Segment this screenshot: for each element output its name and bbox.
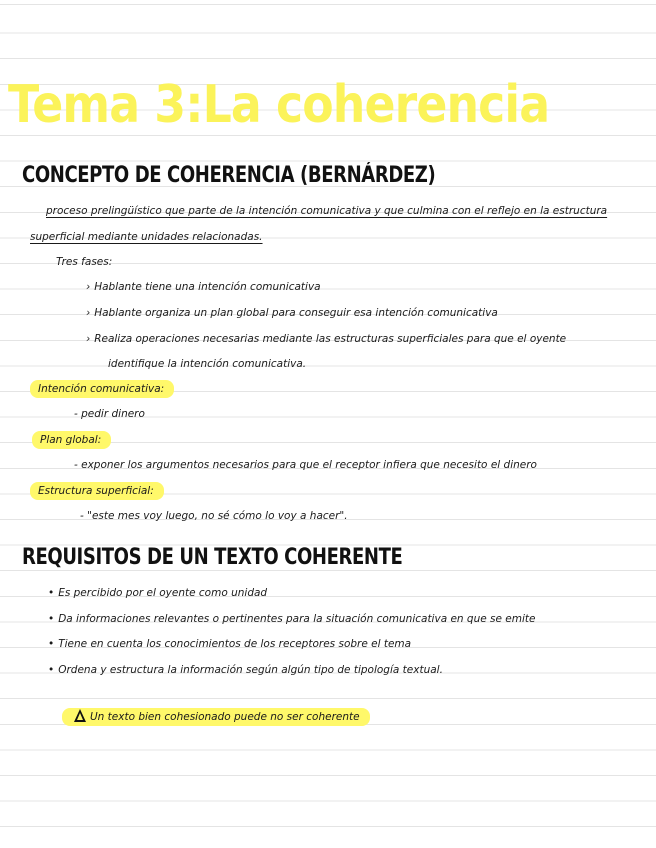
phase-text: Realiza operaciones necesarias mediante las estructuras superficiales para que el oyente bbox=[94, 333, 567, 345]
definition-line-2: superficial mediante unidades relacionadas. bbox=[30, 231, 263, 243]
requisito-item bbox=[48, 611, 535, 627]
arrow-bullet-icon: › bbox=[86, 307, 91, 319]
intencion-item: - pedir dinero bbox=[74, 408, 145, 420]
requisito-text: Es percibido por el oyente como unidad bbox=[58, 587, 268, 599]
requisito-text: Ordena y estructura la información según algún tipo de tipología textual. bbox=[58, 664, 443, 676]
phase-text: Hablante organiza un plan global para conseguir esa intención comunicativa bbox=[94, 307, 498, 319]
highlight-note: Un texto bien cohesionado puede no ser coherente bbox=[62, 708, 370, 726]
definition-line-1: proceso prelingüístico que parte de la intención comunicativa y que culmina con el reflejo en la estructura bbox=[46, 205, 608, 217]
requisito-item bbox=[48, 636, 411, 652]
arrow-bullet-icon: › bbox=[86, 333, 91, 345]
warning-triangle-icon bbox=[74, 709, 86, 722]
page-title: Tema 3:La coherencia bbox=[8, 75, 550, 135]
section-heading-concepto: CONCEPTO DE COHERENCIA (BERNÁRDEZ) bbox=[22, 163, 436, 188]
phases-intro: Tres fases: bbox=[56, 256, 113, 268]
highlight-estructura: Estructura superficial: bbox=[30, 482, 164, 500]
dot-bullet-icon: • bbox=[48, 613, 55, 625]
highlight-plan: Plan global: bbox=[32, 431, 111, 449]
section-heading-requisitos: REQUISITOS DE UN TEXTO COHERENTE bbox=[22, 545, 403, 570]
dot-bullet-icon: • bbox=[48, 664, 55, 676]
plan-item: - exponer los argumentos necesarios para que el receptor infiera que necesito el dinero bbox=[74, 459, 537, 471]
phase-item bbox=[86, 279, 321, 295]
dot-bullet-icon: • bbox=[48, 638, 55, 650]
requisito-item bbox=[48, 662, 443, 678]
estructura-item: - "este mes voy luego, no sé cómo lo voy a hacer". bbox=[80, 510, 348, 522]
phase-text: Hablante tiene una intención comunicativa bbox=[94, 281, 321, 293]
requisito-text: Da informaciones relevantes o pertinentes para la situación comunicativa en que se emite bbox=[58, 613, 536, 625]
dot-bullet-icon: • bbox=[48, 587, 55, 599]
phase-item bbox=[86, 331, 566, 347]
phase-item bbox=[86, 305, 498, 321]
highlight-intencion: Intención comunicativa: bbox=[30, 380, 174, 398]
arrow-bullet-icon: › bbox=[86, 281, 91, 293]
requisito-item bbox=[48, 585, 267, 601]
phase-continuation: identifique la intención comunicativa. bbox=[108, 358, 307, 370]
requisito-text: Tiene en cuenta los conocimientos de los receptores sobre el tema bbox=[58, 638, 412, 650]
